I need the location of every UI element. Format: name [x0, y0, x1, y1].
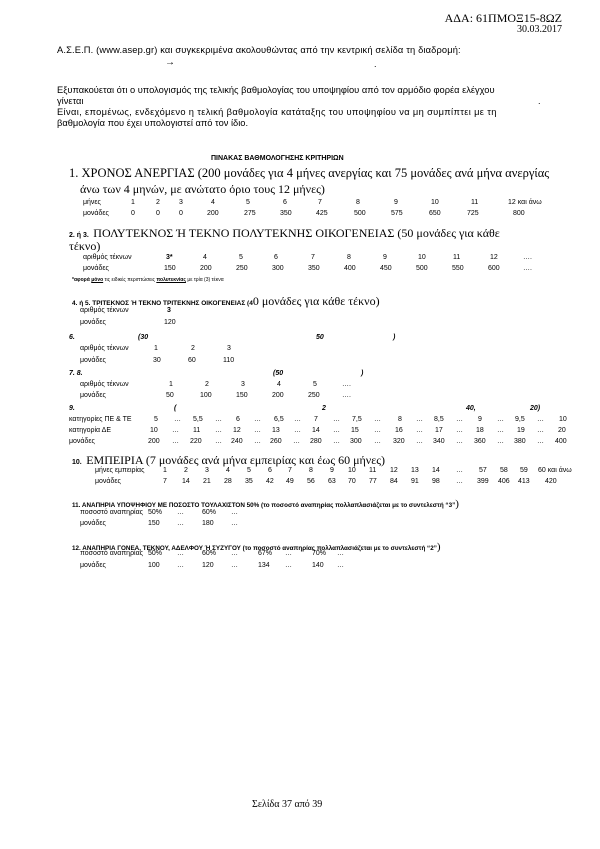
- table-cell: 1: [163, 467, 167, 474]
- table-cell: 400: [344, 265, 356, 272]
- table-cell: 500: [416, 265, 428, 272]
- table-cell: ….: [523, 254, 532, 261]
- table-cell: …: [172, 427, 179, 434]
- s7-title: [0, 370, 600, 380]
- row-label: μονάδες: [83, 210, 109, 217]
- table-cell: 425: [316, 210, 328, 217]
- table-cell: 10: [348, 467, 356, 474]
- table-cell: 35: [245, 478, 253, 485]
- table-cell: 10: [431, 199, 439, 206]
- table-cell: 12: [390, 467, 398, 474]
- s7-mid: (50: [273, 370, 284, 377]
- table-cell: 725: [467, 210, 479, 217]
- table-cell: 500: [354, 210, 366, 217]
- table-cell: 20: [558, 427, 566, 434]
- table-cell: …: [254, 416, 261, 423]
- s6-title: [0, 334, 600, 344]
- table-cell: …: [337, 550, 344, 557]
- table-cell: 49: [286, 478, 294, 485]
- table-cell: 8: [347, 254, 351, 261]
- table-cell: 12: [490, 254, 498, 261]
- s11-title-close: ): [455, 498, 459, 510]
- table-cell: …: [374, 416, 381, 423]
- table-cell: …: [293, 438, 300, 445]
- table-cell: …: [285, 550, 292, 557]
- s4-title-prefix: 4. ή 5. ΤΡΙΤΕΚΝΟΣ Ή ΤΕΚΝΟ ΤΡΙΤΕΚΝΗΣ ΟΙΚΟΓΕΝΕΙΑΣ (4: [72, 300, 253, 307]
- table-cell: 70%: [312, 550, 327, 557]
- table-cell: 12: [233, 427, 241, 434]
- s1-months-row: [0, 199, 600, 209]
- s1-title-line1: 1. ΧΡΟΝΟΣ ΑΝΕΡΓΙΑΣ (200 μονάδες για 4 μήνες ανεργίας και 75 μονάδες ανά μήνα ανεργίας: [69, 166, 550, 180]
- table-cell: 200: [200, 265, 212, 272]
- s10-number: 10.: [72, 459, 82, 466]
- table-cell: …: [294, 427, 301, 434]
- table-cell: 100: [148, 562, 160, 569]
- table-cell: 57: [479, 467, 487, 474]
- table-cell: 280: [310, 438, 322, 445]
- page-number: Σελίδα 37 από 39: [252, 799, 323, 810]
- s2-footnote: [72, 277, 224, 283]
- table-cell: 4: [203, 254, 207, 261]
- row-label: μονάδες: [69, 438, 95, 445]
- arrow-icon: →: [165, 57, 175, 68]
- table-cell: …: [497, 416, 504, 423]
- table-cell: 320: [393, 438, 405, 445]
- s12-points-row: [0, 562, 600, 572]
- table-cell: 275: [244, 210, 256, 217]
- s9-title: [0, 405, 600, 415]
- table-cell: …: [374, 427, 381, 434]
- table-cell: 7: [288, 467, 292, 474]
- table-cell: …: [333, 416, 340, 423]
- table-cell: 6: [283, 199, 287, 206]
- s6-children-row: [0, 345, 600, 355]
- row-label: αριθμός τέκνων: [80, 307, 129, 314]
- table-cell: 16: [395, 427, 403, 434]
- table-cell: 350: [308, 265, 320, 272]
- table-cell: ….: [342, 392, 351, 399]
- table-cell: 5: [154, 416, 158, 423]
- intro-para2-line1: Είναι, επομένως, ενδεχόμενο η τελική βαθμολογία κατάταξης του υποψηφίου να μη συμπίπτει με τη: [57, 107, 497, 117]
- table-cell: 1: [154, 345, 158, 352]
- table-cell: …: [172, 438, 179, 445]
- table-cell: 380: [514, 438, 526, 445]
- table-cell: …: [416, 438, 423, 445]
- table-cell: 59: [520, 467, 528, 474]
- table-cell: …: [333, 438, 340, 445]
- table-cell: 5,5: [193, 416, 203, 423]
- table-cell: …: [177, 562, 184, 569]
- s6-open: (30: [138, 334, 149, 341]
- table-cell: 150: [236, 392, 248, 399]
- footnote-part: *αφορά: [72, 277, 92, 283]
- s4-title-suffix: 0 μονάδες για κάθε τέκνο): [252, 294, 380, 308]
- table-cell: 8: [356, 199, 360, 206]
- row-label: αριθμός τέκνων: [80, 345, 129, 352]
- s10-title-text: ΕΜΠΕΙΡΙΑ (7 μονάδες ανά μήνα εμπειρίας και έως 60 μήνες): [86, 453, 385, 467]
- table-cell: 10: [418, 254, 426, 261]
- footnote-part: τις ειδικές περιπτώσεις: [103, 277, 157, 283]
- table-cell: 14: [432, 467, 440, 474]
- table-cell: 0: [131, 210, 135, 217]
- table-cell: …: [231, 520, 238, 527]
- table-cell: …: [456, 416, 463, 423]
- s7-close: ): [361, 370, 364, 377]
- row-label: μήνες: [83, 199, 101, 206]
- table-cell: 8: [398, 416, 402, 423]
- table-cell: 450: [380, 265, 392, 272]
- table-cell: 60%: [202, 509, 217, 516]
- table-cell: 420: [545, 478, 557, 485]
- table-cell: …: [231, 550, 238, 557]
- table-cell: 2: [205, 381, 209, 388]
- table-cell: 6: [236, 416, 240, 423]
- row-label: αριθμός τέκνων: [80, 381, 129, 388]
- row-label: αριθμός τέκνων: [83, 254, 132, 261]
- table-cell: 3: [167, 307, 171, 314]
- table-cell: 3: [241, 381, 245, 388]
- table-cell: 11: [369, 467, 377, 474]
- table-cell: 2: [184, 467, 188, 474]
- table-cell: 9: [478, 416, 482, 423]
- table-cell: 250: [308, 392, 320, 399]
- table-cell: 77: [369, 478, 377, 485]
- table-cell: 650: [429, 210, 441, 217]
- row-label: μονάδες: [80, 319, 106, 326]
- s11-points-row: [0, 520, 600, 530]
- s10-months-row: [0, 467, 600, 477]
- table-cell: …: [497, 427, 504, 434]
- table-cell: 12 και άνω: [508, 199, 542, 206]
- document-date: 30.03.2017: [517, 24, 562, 35]
- table-cell: 250: [236, 265, 248, 272]
- table-cell: 350: [280, 210, 292, 217]
- table-cell: 6: [274, 254, 278, 261]
- table-cell: 84: [390, 478, 398, 485]
- table-cell: 5: [239, 254, 243, 261]
- table-cell: 134: [258, 562, 270, 569]
- s2-title: [69, 224, 500, 242]
- s9-number: 9.: [69, 405, 75, 412]
- intro-dot: .: [374, 59, 377, 69]
- table-cell: …: [497, 438, 504, 445]
- table-cell: 7: [311, 254, 315, 261]
- footnote-part: μόνο: [91, 277, 104, 283]
- table-cell: 6: [268, 467, 272, 474]
- table-cell: 3: [227, 345, 231, 352]
- table-cell: 550: [452, 265, 464, 272]
- table-cell: 28: [224, 478, 232, 485]
- table-cell: …: [416, 416, 423, 423]
- row-label: μονάδες: [95, 478, 121, 485]
- table-title: ΠΙΝΑΚΑΣ ΒΑΘΜΟΛΟΓΗΣΗΣ ΚΡΙΤΗΡΙΩΝ: [211, 155, 344, 162]
- table-cell: 60: [188, 357, 196, 364]
- table-cell: 600: [488, 265, 500, 272]
- table-cell: …: [177, 509, 184, 516]
- intro-para1-line1: Εξυπακούεται ότι ο υπολογισμός της τελικής βαθμολογίας του υποψηφίου από τον αρμόδιο φορέα ελέγχου: [57, 85, 495, 95]
- table-cell: 9: [383, 254, 387, 261]
- table-cell: 800: [513, 210, 525, 217]
- table-cell: …: [456, 478, 463, 485]
- table-cell: 260: [270, 438, 282, 445]
- intro-para1-line2: γίνεται: [57, 96, 84, 106]
- table-cell: …: [215, 416, 222, 423]
- s11-percent-row: [0, 509, 600, 519]
- table-cell: …: [254, 438, 261, 445]
- s9-two: 2: [322, 405, 326, 412]
- table-cell: …: [456, 467, 463, 474]
- s4-points-row: [0, 319, 600, 329]
- table-cell: 5: [246, 199, 250, 206]
- row-label: μονάδες: [83, 265, 109, 272]
- s4-children-row: [0, 307, 600, 317]
- table-cell: 120: [202, 562, 214, 569]
- s2-title-line2: τέκνο): [69, 239, 101, 253]
- table-cell: 60%: [202, 550, 217, 557]
- s12-title-close: ): [436, 541, 441, 553]
- s2-number: 2. ή 3.: [69, 232, 89, 239]
- table-cell: 3: [205, 467, 209, 474]
- s6-close: ): [393, 334, 396, 341]
- s12-title-text: 12. ΑΝΑΠΗΡΙΑ ΓΟΝΕΑ, ΤΕΚΝΟΥ, ΑΔΕΛΦΟΥ Ή ΣΥΖΥΓΟΥ (το ποσοστό αναπηρίας πολλαπλασιάζεται με το συντελεστή “2”: [72, 545, 437, 552]
- table-cell: 240: [231, 438, 243, 445]
- table-cell: …: [456, 427, 463, 434]
- footnote-part: πολυτεκνίας: [156, 277, 186, 283]
- table-cell: 91: [411, 478, 419, 485]
- table-cell: …: [215, 427, 222, 434]
- table-cell: 98: [432, 478, 440, 485]
- row-label: μονάδες: [80, 520, 106, 527]
- row-label: ποσοστό αναπηρίας: [80, 509, 144, 516]
- table-cell: 5: [313, 381, 317, 388]
- table-cell: 2: [191, 345, 195, 352]
- intro-line1: [57, 45, 461, 55]
- table-cell: 18: [476, 427, 484, 434]
- table-cell: 575: [391, 210, 403, 217]
- s12-percent-row: [0, 550, 600, 560]
- intro-para1-dot: .: [538, 96, 541, 106]
- s7-children-row: [0, 381, 600, 391]
- table-cell: 180: [202, 520, 214, 527]
- s9-twenty: 20): [530, 405, 541, 412]
- table-cell: ….: [342, 381, 351, 388]
- table-cell: 9,5: [515, 416, 525, 423]
- table-cell: 50: [166, 392, 174, 399]
- table-cell: 14: [312, 427, 320, 434]
- table-cell: 150: [164, 265, 176, 272]
- intro-line1-text: Α.Σ.Ε.Π. (www.asep.gr) και συγκεκριμένα ακολουθώντας από την κεντρική σελίδα τη διαδρομή:: [57, 45, 461, 55]
- table-cell: 399: [477, 478, 489, 485]
- table-cell: …: [177, 520, 184, 527]
- table-cell: 10: [150, 427, 158, 434]
- table-cell: 19: [517, 427, 525, 434]
- s9-forty: 40,: [466, 405, 476, 412]
- table-cell: 3: [179, 199, 183, 206]
- table-cell: 14: [182, 478, 190, 485]
- table-cell: 220: [190, 438, 202, 445]
- table-cell: 300: [350, 438, 362, 445]
- table-cell: 4: [226, 467, 230, 474]
- table-cell: 63: [328, 478, 336, 485]
- row-label: μήνες εμπειρίας: [95, 467, 145, 474]
- table-cell: 0: [179, 210, 183, 217]
- table-cell: 200: [272, 392, 284, 399]
- s6-number: 6.: [69, 334, 75, 341]
- table-cell: 8: [309, 467, 313, 474]
- table-cell: 13: [411, 467, 419, 474]
- table-cell: 42: [266, 478, 274, 485]
- s2-title-line1: ΠΟΛΥΤΕΚΝΟΣ Ή ΤΕΚΝΟ ΠΟΛΥΤΕΚΝΗΣ ΟΙΚΟΓΕΝΕΙΑΣ (50 μονάδες για κάθε: [93, 226, 500, 240]
- table-cell: 67%: [258, 550, 273, 557]
- table-cell: …: [231, 509, 238, 516]
- table-cell: …: [337, 562, 344, 569]
- table-cell: 1: [169, 381, 173, 388]
- row-label: ποσοστό αναπηρίας: [80, 550, 144, 557]
- s7-number: 7. 8.: [69, 370, 83, 377]
- table-cell: …: [537, 416, 544, 423]
- table-cell: 15: [351, 427, 359, 434]
- s2-points-row: [0, 265, 600, 275]
- table-cell: 17: [435, 427, 443, 434]
- table-cell: 8,5: [434, 416, 444, 423]
- table-cell: 7: [318, 199, 322, 206]
- table-cell: 5: [247, 467, 251, 474]
- table-cell: 9: [394, 199, 398, 206]
- table-cell: …: [177, 550, 184, 557]
- s6-points-row: [0, 357, 600, 367]
- table-cell: 70: [348, 478, 356, 485]
- table-cell: 60 και άνω: [538, 467, 572, 474]
- table-cell: …: [215, 438, 222, 445]
- table-cell: ….: [523, 265, 532, 272]
- table-cell: 13: [272, 427, 280, 434]
- table-cell: 21: [203, 478, 211, 485]
- row-label: κατηγορία ΔΕ: [69, 427, 111, 434]
- s10-points-row: [0, 478, 600, 488]
- table-cell: 400: [555, 438, 567, 445]
- table-cell: …: [537, 427, 544, 434]
- table-cell: 140: [312, 562, 324, 569]
- table-cell: 406: [498, 478, 510, 485]
- table-cell: …: [294, 416, 301, 423]
- s1-title-line2: άνω των 4 μηνών, με ανώτατο όριο τους 12 μήνες): [80, 182, 325, 196]
- table-cell: 9: [330, 467, 334, 474]
- table-cell: 3*: [166, 254, 173, 261]
- table-cell: 340: [433, 438, 445, 445]
- table-cell: 110: [223, 357, 235, 364]
- table-cell: 11: [453, 254, 461, 261]
- table-cell: 413: [518, 478, 530, 485]
- table-cell: 300: [272, 265, 284, 272]
- table-cell: …: [537, 438, 544, 445]
- table-cell: …: [333, 427, 340, 434]
- s2-children-row: [0, 254, 600, 264]
- table-cell: …: [285, 562, 292, 569]
- s1-points-row: [0, 210, 600, 220]
- table-cell: 30: [153, 357, 161, 364]
- s9-open: (: [174, 405, 177, 412]
- table-cell: …: [374, 438, 381, 445]
- table-cell: …: [254, 427, 261, 434]
- intro-para2-line2: βαθμολογία που έχει υπολογιστεί από τον ίδιο.: [57, 118, 249, 128]
- table-cell: 50%: [148, 509, 163, 516]
- s9-points-row: [0, 438, 600, 448]
- table-cell: 50%: [148, 550, 163, 557]
- row-label: κατηγορίες ΠΕ & ΤΕ: [69, 416, 132, 423]
- table-cell: 11: [193, 427, 201, 434]
- table-cell: …: [174, 416, 181, 423]
- table-cell: 150: [148, 520, 160, 527]
- s11-title-text: 11. ΑΝΑΠΗΡΙΑ ΥΠΟΨΗΦΙΟΥ ΜΕ ΠΟΣΟΣΤΟ ΤΟΥΛΑΧΙΣΤΟΝ 50% (το ποσοστό αναπηρίας πολλαπλασιάζεται με το συντελεστή “3”: [72, 502, 456, 509]
- table-cell: 6,5: [274, 416, 284, 423]
- table-cell: 10: [559, 416, 567, 423]
- row-label: μονάδες: [80, 562, 106, 569]
- s7-points-row: [0, 392, 600, 402]
- row-label: μονάδες: [80, 357, 106, 364]
- table-cell: 11: [471, 199, 479, 206]
- table-cell: 58: [500, 467, 508, 474]
- ada-code: ΑΔΑ: 61ΠΜΟΞ15-8ΩΖ: [444, 11, 562, 25]
- table-cell: 7,5: [352, 416, 362, 423]
- s9-pe-te-row: [0, 416, 600, 426]
- s6-mid: 50: [316, 334, 324, 341]
- table-cell: 100: [200, 392, 212, 399]
- table-cell: 120: [164, 319, 176, 326]
- table-cell: 2: [156, 199, 160, 206]
- table-cell: 4: [211, 199, 215, 206]
- s9-de-row: [0, 427, 600, 437]
- table-cell: 200: [148, 438, 160, 445]
- table-cell: …: [231, 562, 238, 569]
- table-cell: …: [456, 438, 463, 445]
- footnote-part: με τρία (3) τέκνα: [185, 277, 224, 283]
- table-cell: 360: [474, 438, 486, 445]
- table-cell: 7: [163, 478, 167, 485]
- row-label: μονάδες: [80, 392, 106, 399]
- table-cell: 0: [156, 210, 160, 217]
- table-cell: 4: [277, 381, 281, 388]
- table-cell: 56: [307, 478, 315, 485]
- table-cell: …: [416, 427, 423, 434]
- table-cell: 7: [314, 416, 318, 423]
- table-cell: 200: [207, 210, 219, 217]
- table-cell: 1: [131, 199, 135, 206]
